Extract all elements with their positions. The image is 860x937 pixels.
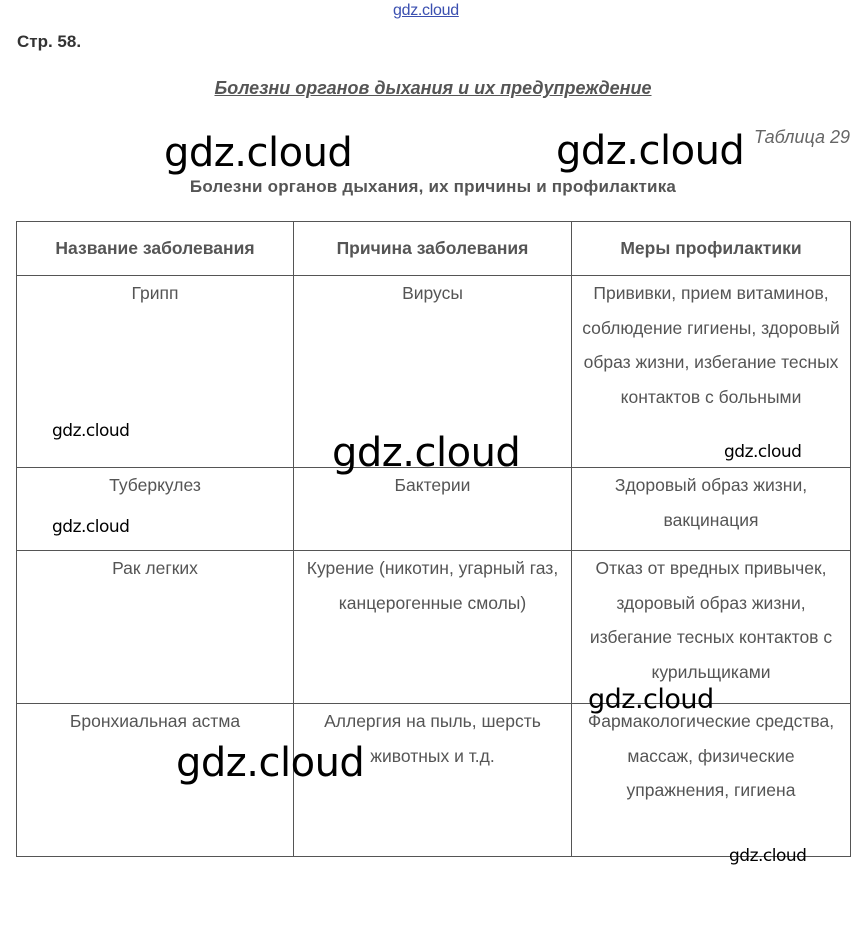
cell-disease: Бронхиальная астма [17,704,294,857]
watermark: gdz.cloud [164,130,353,176]
cell-prevention: Прививки, прием витаминов, соблюдение гигиены, здоровый образ жизни, избегание тесных контактов с больными [572,276,851,468]
watermark: gdz.cloud [556,128,745,174]
cell-cause: Аллергия на пыль, шерсть животных и т.д. [294,704,572,857]
header-disease-cause: Причина заболевания [294,222,572,276]
header-prevention: Меры профилактики [572,222,851,276]
watermark: gdz.cloud [588,684,714,715]
table-caption: Болезни органов дыхания, их причины и профилактика [189,177,677,196]
cell-prevention: Фармакологические средства, массаж, физические упражнения, гигиена [572,704,851,857]
topic-title: Болезни органов дыхания и их предупреждение [214,78,652,98]
cell-disease: Туберкулез [17,468,294,551]
watermark: gdz.cloud [332,430,521,476]
disease-table [16,221,851,857]
watermark: gdz.cloud [176,740,365,786]
page-number: Стр. 58. [17,32,82,51]
watermark: gdz.cloud [52,517,130,537]
table-header-row [17,222,851,276]
table-label: Таблица 29 [753,127,850,147]
table-row [17,551,851,704]
watermark: gdz.cloud [724,442,802,462]
cell-prevention: Здоровый образ жизни, вакцинация [572,468,851,551]
watermark: gdz.cloud [52,421,130,441]
site-link[interactable]: gdz.cloud [393,2,459,19]
table-row [17,704,851,857]
watermark: gdz.cloud [729,846,807,866]
cell-cause: Курение (никотин, угарный газ, канцерогенные смолы) [294,551,572,704]
table-row [17,468,851,551]
cell-cause: Бактерии [294,468,572,551]
cell-disease: Грипп [17,276,294,468]
header-disease-name: Название заболевания [17,222,294,276]
cell-cause: Вирусы [294,276,572,468]
cell-prevention: Отказ от вредных привычек, здоровый образ жизни, избегание тесных контактов с курильщиками [572,551,851,704]
cell-disease: Рак легких [17,551,294,704]
